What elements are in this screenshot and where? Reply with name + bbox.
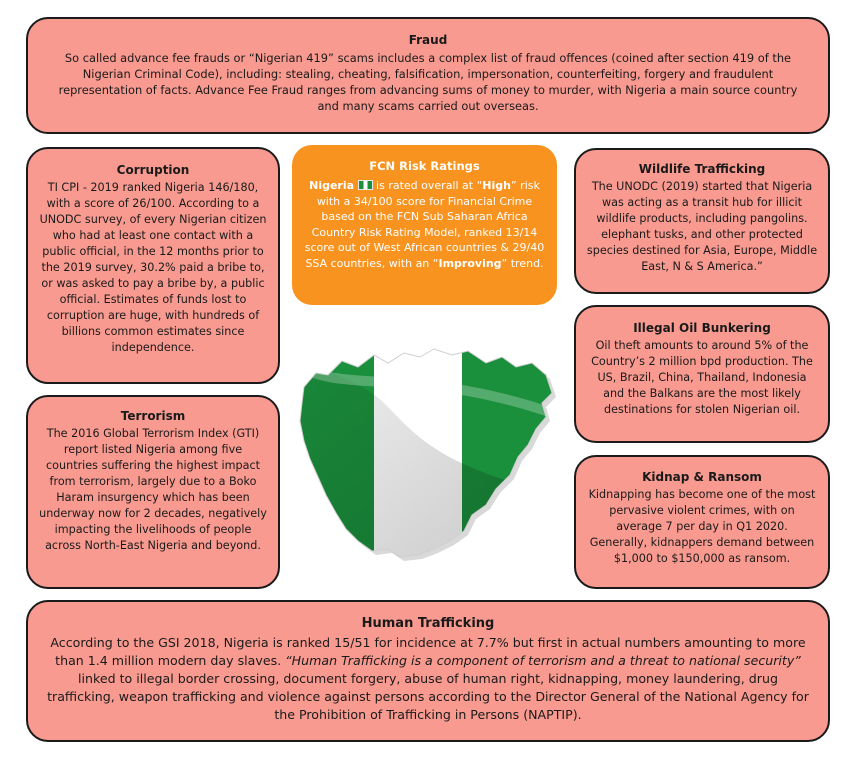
nigeria-flag-map-icon — [296, 345, 558, 565]
fcn-text — [304, 178, 545, 271]
fcn-text-2: ” risk with a 34/100 score for Financial Crime based on the FCN Sub Saharan Africa Country Risk Rating Model, ranked 13/14 score out of West African countries & 29/40 SSA countries, with an “ — [304, 179, 545, 270]
terrorism-title: Terrorism — [120, 409, 186, 423]
fcn-country: Nigeria — [309, 179, 355, 192]
human-text — [44, 634, 812, 724]
human-quote: “Human Trafficking is a component of terrorism and a threat to national security” — [285, 653, 801, 668]
human-text-2: linked to illegal border crossing, document forgery, abuse of human right, kidnapping, money laundering, drug trafficking, weapon trafficking and violence against persons according to the Director General of the National Agency for the Prohibition of Trafficking in Persons (NAPTIP). — [47, 671, 809, 722]
human-title: Human Trafficking — [361, 616, 495, 631]
fcn-rating: High — [482, 179, 511, 192]
kidnap-ransom-card — [574, 455, 830, 589]
fcn-text-1: is rated overall at “ — [372, 179, 483, 192]
corruption-card — [26, 147, 280, 384]
corruption-title: Corruption — [116, 163, 190, 177]
corruption-text: TI CPI - 2019 ranked Nigeria 146/180, with a score of 26/100. According to a UNODC survey, of every Nigerian citizen who had at least one contact with a public official, in the 12 months prior to the 2019 survey, 30.2% paid a bribe to, or was asked to pay a bribe by, a public official. Estimates of funds lost to corruption are huge, with hundreds of billions common estimates since independence. — [39, 181, 267, 354]
human-text-1: According to the GSI 2018, Nigeria is ranked 15/51 for incidence at 7.7% but first in actual numbers amounting to more than 1.4 million modern day slaves. — [50, 635, 806, 668]
oil-bunkering-card — [574, 305, 830, 443]
terrorism-card — [26, 395, 280, 589]
wildlife-title: Wildlife Trafficking — [638, 162, 766, 176]
oil-text: Oil theft amounts to around 5% of the Country’s 2 million bpd production. The US, Brazil, China, Thailand, Indonesia and the Balkans are the most likely destinations for stolen Nigerian oil. — [591, 339, 813, 416]
terrorism-text: The 2016 Global Terrorism Index (GTI) report listed Nigeria among five countries suffering the highest impact from terrorism, largely due to a Boko Haram insurgency which has been underway now for 2 decades, negatively impacting the livelihoods of people across North-East Nigeria and beyond. — [39, 427, 267, 552]
fcn-risk-ratings-card — [292, 145, 557, 305]
fraud-title: Fraud — [408, 33, 448, 47]
wildlife-text: The UNODC (2019) started that Nigeria was acting as a transit hub for illicit wildlife products, including pangolins. elephant tusks, and other protected species destined for Asia, Europe, Middle East, N & S America.” — [586, 180, 818, 273]
wildlife-trafficking-card — [574, 148, 830, 294]
nigeria-flag-icon — [358, 180, 373, 190]
oil-title: Illegal Oil Bunkering — [633, 321, 771, 335]
fraud-text: So called advance fee frauds or “Nigerian 419” scams includes a complex list of fraud offences (coined after section 419 of the Nigerian Criminal Code), including: stealing, cheating, falsification, impersonation, counterfeiting, forgery and fraudulent representation of facts. Advance Fee Fraud ranges from advancing sums of money to murder, with Nigeria a main source country and many scams carried out overseas. — [58, 51, 798, 113]
fraud-card — [26, 17, 830, 134]
fcn-trend: Improving — [438, 256, 502, 270]
fcn-text-3: ” trend. — [501, 256, 544, 270]
human-trafficking-card — [26, 600, 830, 742]
fcn-title: FCN Risk Ratings — [369, 159, 480, 173]
kidnap-text: Kidnapping has become one of the most pervasive violent crimes, with on average 7 per day in Q1 2020. Generally, kidnappers demand between $1,000 to $150,000 as ransom. — [588, 488, 816, 565]
kidnap-title: Kidnap & Ransom — [642, 470, 762, 484]
flag-green-right — [462, 345, 558, 565]
